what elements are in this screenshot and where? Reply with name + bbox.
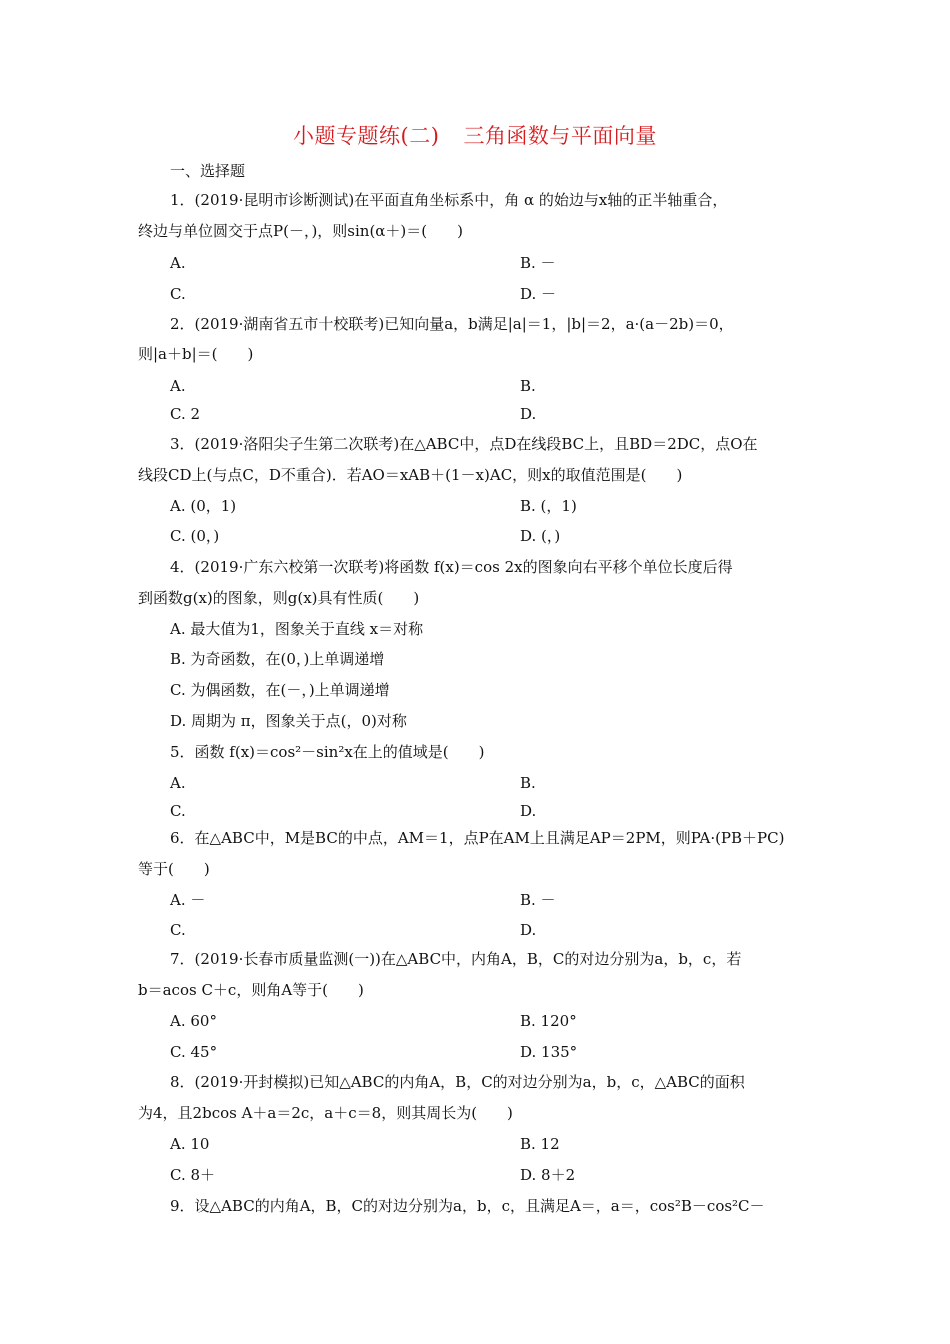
- title-series: 小题专题练(二): [293, 124, 440, 148]
- q8-option-d: D. 8＋2: [520, 1166, 576, 1184]
- q5-option-b: B.: [520, 774, 536, 792]
- q3-option-a: A. (0，1): [170, 497, 237, 515]
- q5-option-a: A.: [170, 774, 186, 792]
- q4-option-a: A. 最大值为1，图象关于直线 x＝对称: [170, 620, 424, 638]
- q4-option-b: B. 为奇函数，在(0，)上单调递增: [170, 650, 385, 668]
- q1-option-a: A.: [170, 254, 186, 272]
- q2-option-b: B.: [520, 377, 536, 395]
- q7-option-a: A. 60°: [170, 1012, 217, 1030]
- q7-line2: b＝acos C＋c，则角A等于( ): [138, 981, 364, 999]
- q7-line1: 7．(2019·长春市质量监测(一))在△ABC中，内角A，B，C的对边分别为a，b，c，若: [170, 950, 742, 968]
- q8-line2: 为4，且2bcos A＋a＝2c，a＋c＝8，则其周长为( ): [138, 1104, 513, 1122]
- q6-option-c: C.: [170, 921, 186, 939]
- q1-line1: 1．(2019·昆明市诊断测试)在平面直角坐标系中，角 α 的始边与x轴的正半轴重合，: [170, 191, 728, 209]
- q3-option-c: C. (0，): [170, 527, 220, 545]
- q1-option-b: B. －: [520, 254, 556, 272]
- q1-line2: 终边与单位圆交于点P(－，)，则sin(α＋)＝( ): [138, 222, 463, 240]
- q8-option-b: B. 12: [520, 1135, 560, 1153]
- q5-line1: 5．函数 f(x)＝cos²－sin²x在上的值域是( ): [170, 743, 485, 761]
- q1-option-d: D. －: [520, 285, 557, 303]
- q2-option-d: D.: [520, 405, 537, 423]
- q4-line1: 4．(2019·广东六校第一次联考)将函数 f(x)＝cos 2x的图象向右平移个单位长度后得: [170, 558, 733, 576]
- q8-line1: 8．(2019·开封模拟)已知△ABC的内角A，B，C的对边分别为a，b，c，△ABC的面积: [170, 1073, 745, 1091]
- q7-option-b: B. 120°: [520, 1012, 577, 1030]
- q3-option-d: D. (，): [520, 527, 561, 545]
- q2-line1: 2．(2019·湖南省五市十校联考)已知向量a，b满足|a|＝1，|b|＝2，a·(a－2b)＝0，: [170, 315, 734, 333]
- q8-option-a: A. 10: [170, 1135, 210, 1153]
- q4-line2: 到函数g(x)的图象，则g(x)具有性质( ): [138, 589, 420, 607]
- q7-option-c: C. 45°: [170, 1043, 218, 1061]
- q6-line2: 等于( ): [138, 860, 210, 878]
- q8-option-c: C. 8＋: [170, 1166, 216, 1184]
- q5-option-c: C.: [170, 802, 186, 820]
- q3-line1: 3．(2019·洛阳尖子生第二次联考)在△ABC中，点D在线段BC上，且BD＝2DC，点O在: [170, 435, 758, 453]
- q2-option-a: A.: [170, 377, 186, 395]
- q6-option-b: B. －: [520, 891, 556, 909]
- q3-line2: 线段CD上(与点C，D不重合)．若AO＝xAB＋(1－x)AC，则x的取值范围是( ): [138, 466, 683, 484]
- q4-option-c: C. 为偶函数，在(－，)上单调递增: [170, 681, 390, 699]
- q2-option-c: C. 2: [170, 405, 201, 423]
- q6-line1: 6．在△ABC中，M是BC的中点，AM＝1，点P在AM上且满足AP＝2PM，则PA·(PB＋PC): [170, 829, 785, 847]
- title-topic: 三角函数与平面向量: [463, 124, 657, 148]
- q6-option-a: A. －: [170, 891, 206, 909]
- q5-option-d: D.: [520, 802, 537, 820]
- q4-option-d: D. 周期为 π，图象关于点(，0)对称: [170, 712, 407, 730]
- section-heading: 一、选择题: [170, 162, 246, 180]
- q7-option-d: D. 135°: [520, 1043, 578, 1061]
- q6-option-d: D.: [520, 921, 537, 939]
- q9-line1: 9．设△ABC的内角A，B，C的对边分别为a，b，c，且满足A＝，a＝，cos²B－cos²C－: [170, 1197, 765, 1215]
- q2-line2: 则|a＋b|＝( ): [138, 345, 254, 363]
- page-title: [0, 120, 950, 150]
- q1-option-c: C.: [170, 285, 186, 303]
- q3-option-b: B. (，1): [520, 497, 577, 515]
